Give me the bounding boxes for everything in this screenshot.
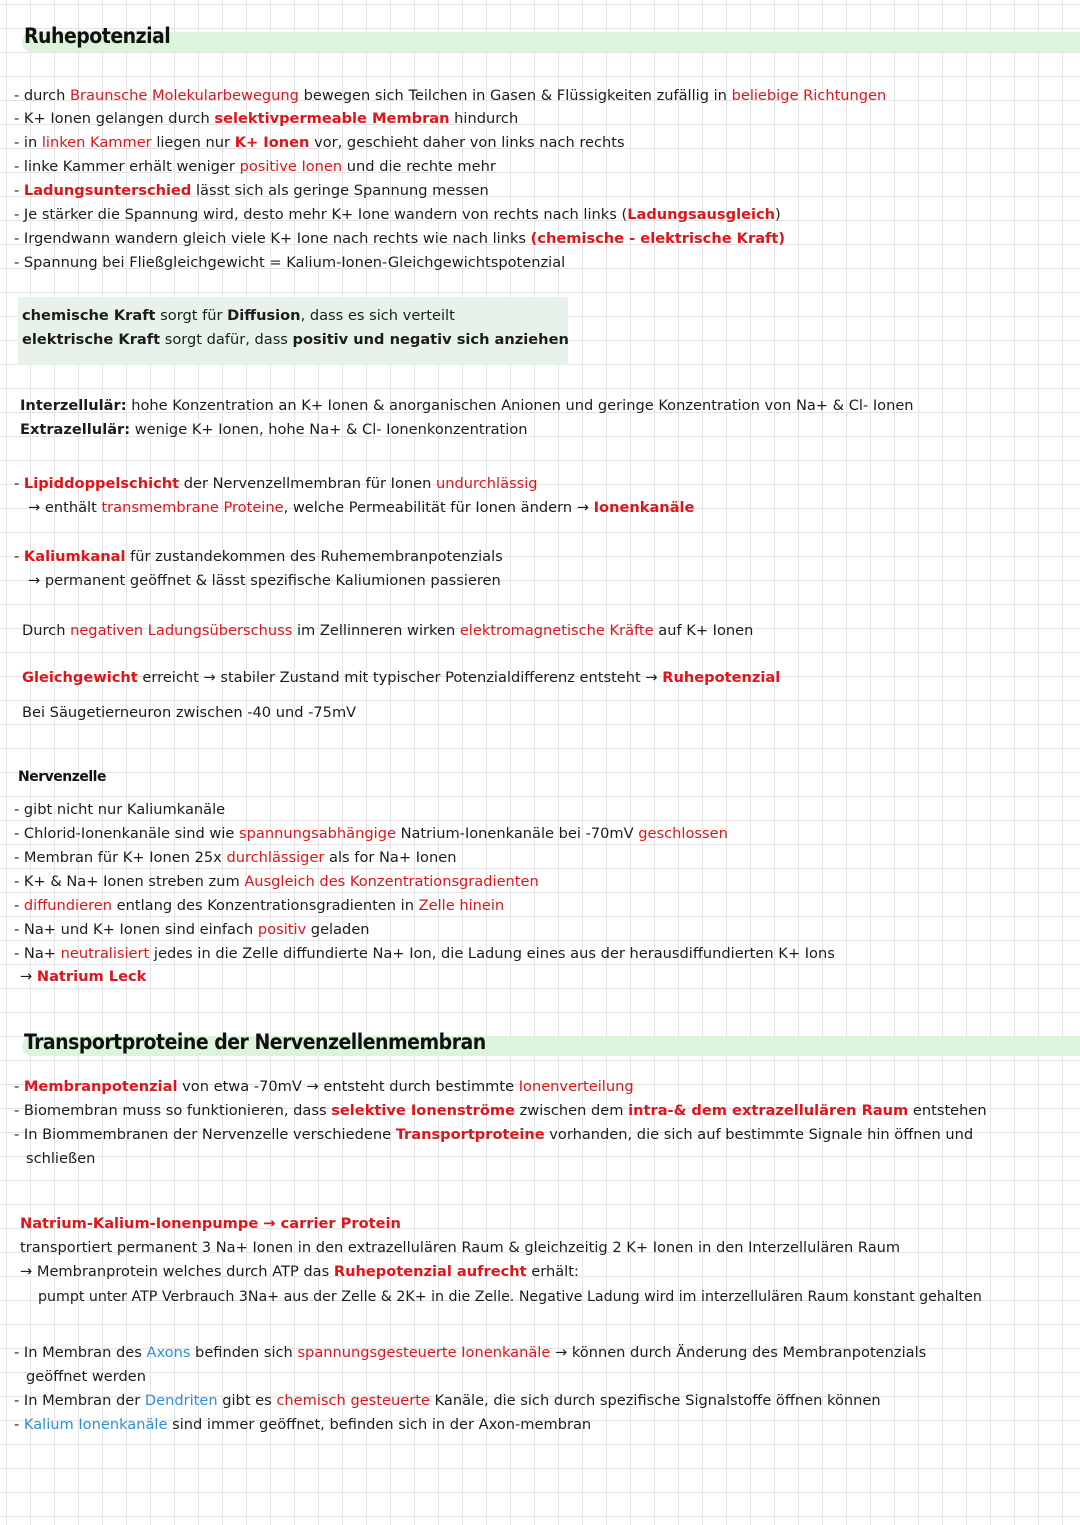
text-line: transportiert permanent 3 Na+ Ionen in den extrazellulären Raum & gleichzeitig 2 K+ Ionen in den Interzellulären Raum (20, 1239, 901, 1256)
text-line: - Na+ und K+ Ionen sind einfach positiv geladen (14, 921, 370, 938)
heading-ruhepotenzial: Ruhepotenzial (24, 24, 171, 48)
text-line: - K+ & Na+ Ionen streben zum Ausgleich des Konzentrationsgradienten (14, 873, 539, 890)
text-line: Natrium-Kalium-Ionenpumpe → carrier Protein (20, 1215, 401, 1232)
text-line: → Membranprotein welches durch ATP das Ruhepotenzial aufrecht erhält: (20, 1263, 579, 1280)
text-line: - linke Kammer erhält weniger positive Ionen und die rechte mehr (14, 158, 496, 175)
text-line: - K+ Ionen gelangen durch selektivpermeable Membran hindurch (14, 110, 519, 127)
text-line: - Kaliumkanal für zustandekommen des Ruhemembranpotenzials (14, 548, 503, 565)
text-line: pumpt unter ATP Verbrauch 3Na+ aus der Zelle & 2K+ in die Zelle. Negative Ladung wird im interzellulären Raum konstant gehalten (38, 1289, 982, 1305)
text-line: - In Biommembranen der Nervenzelle verschiedene Transportproteine vorhanden, die sich auf bestimmte Signale hin öffnen und (14, 1126, 974, 1143)
text-line: Durch negativen Ladungsüberschuss im Zellinneren wirken elektromagnetische Kräfte auf K+ Ionen (22, 622, 754, 639)
text-line: → enthält transmembrane Proteine, welche Permeabilität für Ionen ändern → Ionenkanäle (28, 499, 695, 516)
text-line: - Spannung bei Fließgleichgewicht = Kalium-Ionen-Gleichgewichtspotenzial (14, 254, 566, 271)
text-line: - Chlorid-Ionenkanäle sind wie spannungsabhängige Natrium-Ionenkanäle bei -70mV geschlossen (14, 825, 728, 842)
text-line: Bei Säugetierneuron zwischen -40 und -75mV (22, 704, 357, 721)
text-line: - Na+ neutralisiert jedes in die Zelle diffundierte Na+ Ion, die Ladung eines aus der herausdiffundierten K+ Ions (14, 945, 835, 962)
text-line: geöffnet werden (26, 1368, 146, 1385)
text-line: - In Membran des Axons befinden sich spannungsgesteuerte Ionenkanäle → können durch Änderung des Membranpotenzials (14, 1344, 927, 1361)
text-line: elektrische Kraft sorgt dafür, dass positiv und negativ sich anziehen (22, 331, 569, 348)
heading-highlight (22, 32, 1080, 52)
text-line: - in linken Kammer liegen nur K+ Ionen vor, geschieht daher von links nach rechts (14, 134, 625, 151)
text-line: - Membranpotenzial von etwa -70mV → entsteht durch bestimmte Ionenverteilung (14, 1078, 634, 1095)
text-line: → Natrium Leck (20, 968, 147, 985)
text-line: Gleichgewicht erreicht → stabiler Zustand mit typischer Potenzialdifferenz entsteht → Ruhepotenzial (22, 669, 781, 686)
text-line: Interzellulär: hohe Konzentration an K+ Ionen & anorganischen Anionen und geringe Konzentration von Na+ & Cl- Ionen (20, 397, 914, 414)
text-line: chemische Kraft sorgt für Diffusion, dass es sich verteilt (22, 307, 455, 324)
text-line: - Kalium Ionenkanäle sind immer geöffnet, befinden sich in der Axon-membran (14, 1416, 592, 1433)
text-line: → permanent geöffnet & lässt spezifische Kaliumionen passieren (28, 572, 501, 589)
text-line: - In Membran der Dendriten gibt es chemisch gesteuerte Kanäle, die sich durch spezifische Signalstoffe öffnen können (14, 1392, 881, 1409)
text-line: - Biomembran muss so funktionieren, dass selektive Ionenströme zwischen dem intra-& dem extrazellulären Raum entstehen (14, 1102, 987, 1119)
heading-transportproteine: Transportproteine der Nervenzellenmembran (24, 1030, 486, 1054)
text-line: - Je stärker die Spannung wird, desto mehr K+ Ione wandern von rechts nach links (Ladungsausgleich) (14, 206, 781, 223)
text-line: schließen (26, 1150, 96, 1167)
text-line: - Lipiddoppelschicht der Nervenzellmembran für Ionen undurchlässig (14, 475, 538, 492)
text-line: - Irgendwann wandern gleich viele K+ Ione nach rechts wie nach links (chemische - elektrische Kraft) (14, 230, 786, 247)
text-line: Extrazellulär: wenige K+ Ionen, hohe Na+ & Cl- Ionenkonzentration (20, 421, 528, 438)
text-line: - Membran für K+ Ionen 25x durchlässiger als for Na+ Ionen (14, 849, 457, 866)
text-line: - gibt nicht nur Kaliumkanäle (14, 801, 226, 818)
text-line: - durch Braunsche Molekularbewegung bewegen sich Teilchen in Gasen & Flüssigkeiten zufällig in beliebige Richtungen (14, 87, 887, 104)
subheading-nervenzelle: Nervenzelle (18, 769, 106, 785)
text-line: - Ladungsunterschied lässt sich als geringe Spannung messen (14, 182, 489, 199)
text-line: - diffundieren entlang des Konzentrationsgradienten in Zelle hinein (14, 897, 505, 914)
